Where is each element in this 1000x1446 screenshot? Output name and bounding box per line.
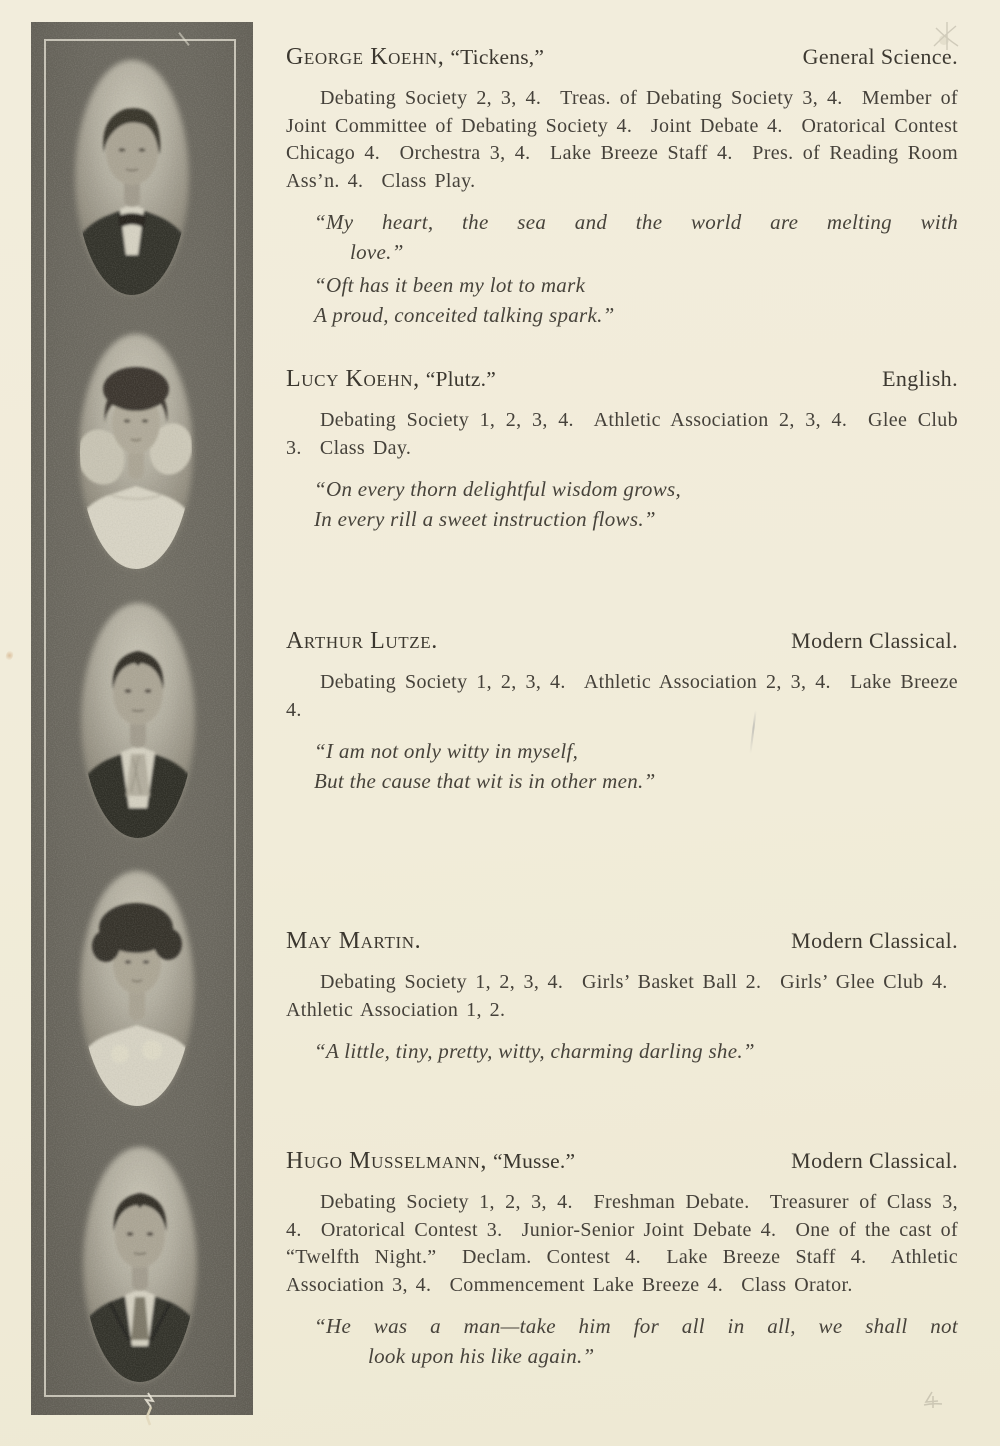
strip-inner-border xyxy=(44,39,236,1397)
quotes-block xyxy=(314,1036,958,1066)
quote-line: “My heart, the sea and the world are melting with xyxy=(314,210,958,234)
entry-hugo-musselmann xyxy=(286,1148,958,1371)
quotes-block xyxy=(314,1311,958,1371)
student-name-text: Arthur Lutze. xyxy=(286,628,438,654)
quote xyxy=(314,207,958,267)
entry-lucy-koehn xyxy=(286,366,958,534)
entry-heading xyxy=(286,366,958,393)
quote-line: “A little, tiny, pretty, witty, charming darling she.” xyxy=(314,1039,755,1063)
course-label: General Science. xyxy=(802,44,958,69)
quote xyxy=(314,736,958,796)
photo-strip xyxy=(31,22,253,1415)
entry-heading xyxy=(286,44,958,71)
entry-heading xyxy=(286,928,958,955)
student-name xyxy=(286,1148,575,1175)
student-name xyxy=(286,928,427,955)
quote-line: “Oft has it been my lot to mark xyxy=(314,273,586,297)
course-label: English. xyxy=(882,366,958,391)
ink-dot-left-margin xyxy=(4,649,14,662)
quotes-block xyxy=(314,736,958,796)
quote-line: But the cause that wit is in other men.” xyxy=(314,769,656,793)
activities-text: Debating Society 2, 3, 4. Treas. of Debating Society 3, 4. Member of Joint Committee of Debating Society 4. Joint Debate 4. Oratorical Contest Chicago 4. Orchestra 3, 4. Lake Breeze Staff 4. Pres. of Reading Room Ass’n. 4. Class Play. xyxy=(286,87,958,192)
entry-heading xyxy=(286,1148,958,1175)
quote xyxy=(314,1311,958,1371)
activities-text: Debating Society 1, 2, 3, 4. Athletic Association 2, 3, 4. Lake Breeze 4. xyxy=(286,671,958,721)
quote-line: love.” xyxy=(350,240,404,264)
student-name-text: May Martin. xyxy=(286,928,422,954)
student-nickname: “Tickens,” xyxy=(450,45,545,69)
entry-may-martin xyxy=(286,928,958,1066)
quote xyxy=(314,474,958,534)
strip-bottom-ornament xyxy=(134,1391,164,1427)
course-label: Modern Classical. xyxy=(791,628,958,653)
quote xyxy=(314,270,958,330)
entry-george-koehn xyxy=(286,44,958,330)
quote-line: “He was a man—take him for all in all, we shall not xyxy=(314,1314,958,1338)
quote-line: “I am not only witty in myself, xyxy=(314,739,579,763)
activities-text: Debating Society 1, 2, 3, 4. Girls’ Basket Ball 2. Girls’ Glee Club 4. Athletic Association 1, 2. xyxy=(286,971,958,1021)
quote-line: look upon his like again.” xyxy=(368,1344,595,1368)
quote-line: In every rill a sweet instruction flows.” xyxy=(314,507,656,531)
quotes-block xyxy=(314,474,958,534)
student-name-text: George Koehn, xyxy=(286,44,445,70)
entry-arthur-lutze xyxy=(286,628,958,796)
quotes-block xyxy=(314,207,958,330)
quote-line: A proud, conceited talking spark.” xyxy=(314,303,615,327)
entry-heading xyxy=(286,628,958,655)
student-name-text: Lucy Koehn, xyxy=(286,366,420,392)
course-label: Modern Classical. xyxy=(791,928,958,953)
activities-text: Debating Society 1, 2, 3, 4. Athletic Association 2, 3, 4. Glee Club 3. Class Day. xyxy=(286,409,958,459)
quote-line: “On every thorn delightful wisdom grows, xyxy=(314,477,682,501)
student-name xyxy=(286,366,496,393)
student-name xyxy=(286,628,444,655)
activities-text: Debating Society 1, 2, 3, 4. Freshman Debate. Treasurer of Class 3, 4. Oratorical Contest 3. Junior-Senior Joint Debate 4. One of the cast of “Twelfth Night.” Declam. Contest 4. Lake Breeze Staff 4. Athletic Association 3, 4. Commencement Lake Breeze 4. Class Orator. xyxy=(286,1191,958,1296)
student-nickname: “Musse.” xyxy=(493,1149,576,1173)
smudge-mark-bottom-right xyxy=(918,1388,948,1414)
student-name-text: Hugo Musselmann, xyxy=(286,1148,488,1174)
course-label: Modern Classical. xyxy=(791,1148,958,1173)
student-nickname: “Plutz.” xyxy=(425,367,496,391)
quote xyxy=(314,1036,958,1066)
student-name xyxy=(286,44,544,71)
